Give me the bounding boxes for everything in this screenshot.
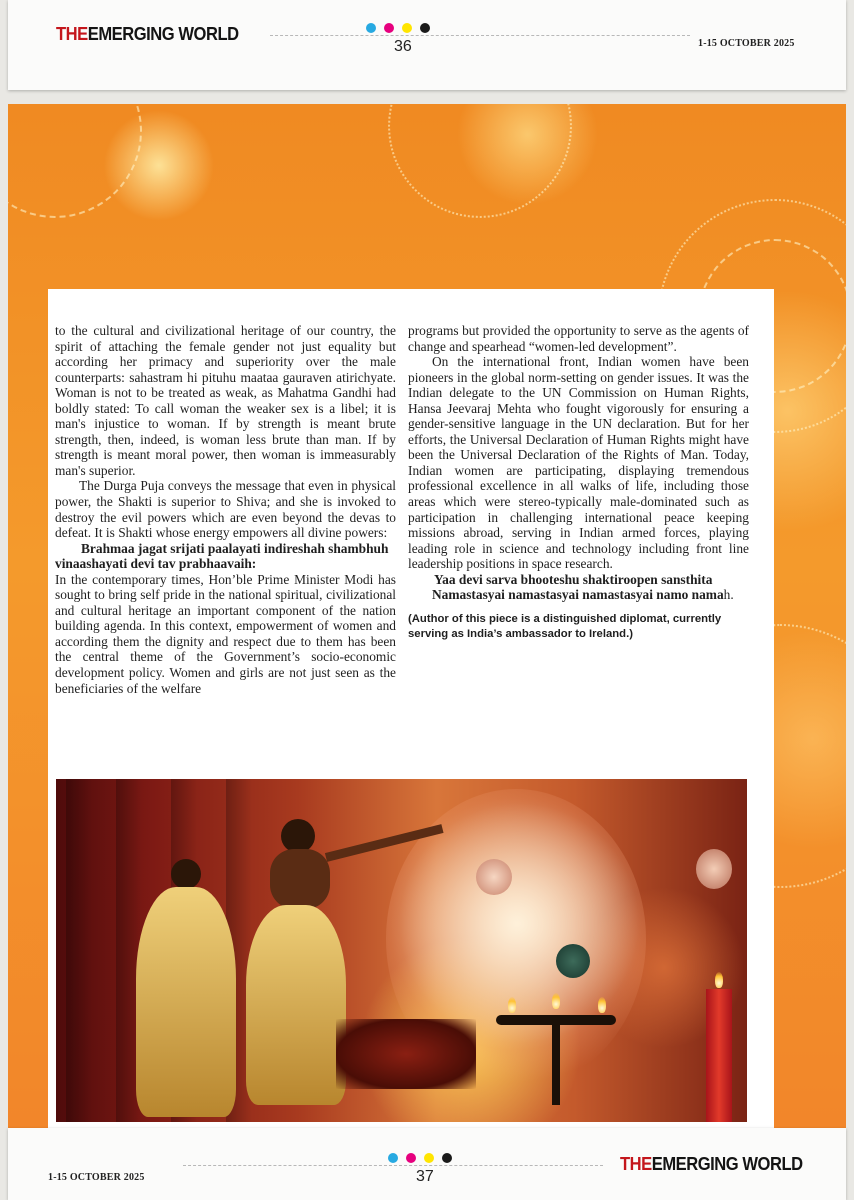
footer-rule [183,1165,603,1166]
lamp-stem [552,1025,560,1105]
durga-puja-aarti-photo [56,779,747,1122]
page-number-top: 36 [394,38,412,55]
masthead-the: THE [56,24,88,44]
priest-dhoti [246,905,346,1105]
aarti-lamp [496,1015,616,1025]
cyan-dot [366,23,376,33]
priest-head [281,819,315,853]
offerings-pile [336,1019,476,1089]
sanskrit-verse: Brahmaa jagat srijati paalayati indireshah shambhuh vinaashayati devi tav prabhaavaih: [55,540,389,572]
top-page-strip [8,0,846,90]
verse-tail: h. [723,587,734,603]
priest-torso [270,849,330,909]
author-note: (Author of this piece is a distinguished diplomat, currently serving as India’s ambassador to Ireland.) [408,612,722,640]
paragraph: The Durga Puja conveys the message that even in physical power, the Shakti is superior to Shiva; and she is invoked to destroy the evil powers which are even beyond the devas to defeat. It is Shakti whose energy empowers all divine powers: [55,478,396,541]
paragraph: to the cultural and civilizational heritage of our country, the spirit of attaching the female gender not just equality but according her primacy and superiority over the male counterparts: sahastram hi pituhu maataa gauraven atirichyate. Woman is not to be treated as weak, as Mahatma Gandhi had boldly stated: To call woman the weaker sex is a libel; it is man's injustice to woman. If by strength is meant brute strength, then, indeed, is woman less brute than man. If by strength is meant moral power, then woman is immeasurably man's superior. [55,323,396,478]
header-rule [270,35,690,36]
paragraph: In the contemporary times, Hon’ble Prime Minister Modi has sought to bring self pride in the national spiritual, civilizational and cultural heritage an important component of the nation building agenda. In this context, empowerment of women and according them the dignity and respect due to them has been the central theme of the Government’s socio-economic development policy. Women and girls are not just seen as the beneficiaries of the welfare [55,571,396,696]
lamp-flame [508,997,516,1013]
issue-date-top: 1-15 OCTOBER 2025 [698,38,795,49]
magenta-dot [406,1153,416,1163]
verse-bold-part: Namastasyai namastasyai namastasyai namo nama [432,587,724,603]
priest-robe [136,887,236,1117]
yellow-dot [424,1153,434,1163]
black-dot [420,23,430,33]
lamp-flame [552,993,560,1009]
demon-figure [556,944,590,978]
mandala-ornament [388,104,572,218]
article-panel [48,289,774,1128]
bottom-page-strip [8,1128,846,1200]
article-left-column [55,323,396,696]
priest-head [171,859,201,889]
yellow-dot [402,23,412,33]
paragraph: On the international front, Indian women have been pioneers in the global norm-setting on gender issues. It was the Indian delegate to the UN Commission on Human Rights, Hansa Jeevaraj Mehta who fought vigorously for ensuring a gender-sensitive language in the UN declaration. But for her efforts, the Universal Declaration of Human Rights might have been the Universal Declaration of the Rights of Man. Today, Indian women are participating, displaying tremendous professional excellence in all walks of life, including those areas which were stereo-typically male-dominated such as participation in challenging international peace keeping missions abroad, serving in Indian armed forces, playing leading role in science and technology including front line leadership positions in space research. [408,354,749,572]
issue-date-bottom: 1-15 OCTOBER 2025 [48,1172,145,1183]
registration-dots [388,1153,452,1163]
masthead-title: EMERGING WORLD [87,24,239,44]
candle-flame [715,972,723,988]
mandala-ornament [8,104,142,218]
idol-face [476,859,512,895]
black-dot [442,1153,452,1163]
masthead-title: EMERGING WORLD [651,1154,803,1174]
page-number-bottom: 37 [416,1168,434,1185]
registration-dots [366,23,430,33]
side-deity-face [696,849,732,889]
article-right-column [408,323,749,642]
magenta-dot [384,23,394,33]
masthead-the: THE [620,1154,652,1174]
masthead-logo-bottom [620,1154,803,1175]
lamp-flame [598,997,606,1013]
cyan-dot [388,1153,398,1163]
masthead-logo [56,24,239,45]
curtain-fold [66,779,92,1122]
red-candle [706,989,732,1122]
paragraph: programs but provided the opportunity to serve as the agents of change and spearhead “women-led development”. [408,323,749,354]
sanskrit-verse-closing [408,587,749,603]
decorative-page-background [8,104,846,1128]
sanskrit-verse: Yaa devi sarva bhooteshu shaktiroopen sansthita [434,571,713,587]
